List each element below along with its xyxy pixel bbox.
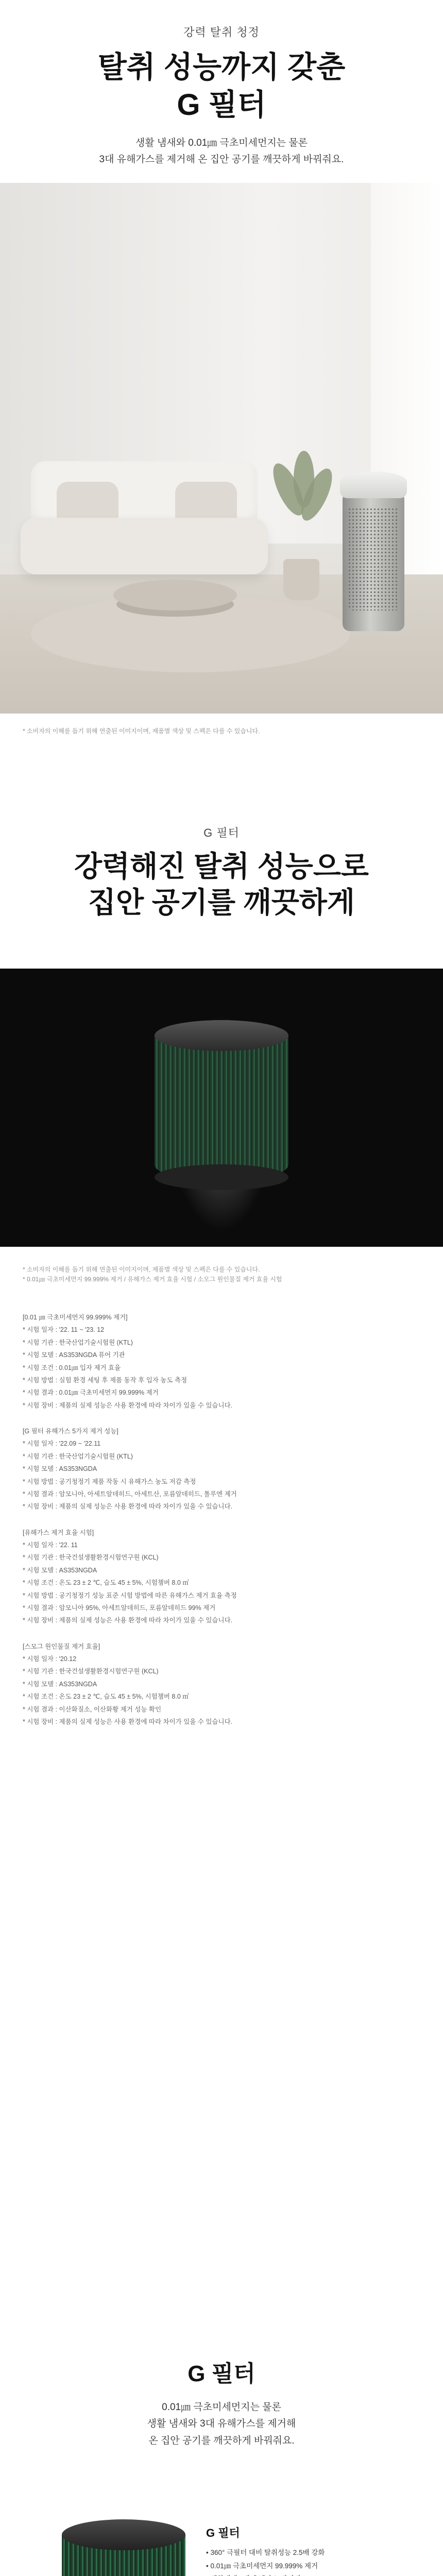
filter-bottom-rim bbox=[155, 1164, 288, 1190]
spec-line: * 시험 방법 : 실험 환경 세팅 후 제품 동작 후 입자 농도 측정 bbox=[23, 1376, 188, 1384]
hero-section bbox=[0, 0, 443, 747]
subtext-line2: 생활 냄새와 3대 유해가스를 제거해 bbox=[147, 2418, 296, 2430]
spec-line: * 시험 결과 : 0.01㎛ 극초미세먼지 99.999% 제거 bbox=[23, 1389, 159, 1397]
spec-line: [유해가스 제거 효율 시험] bbox=[23, 1529, 94, 1536]
g-filter-summary-section bbox=[0, 2360, 443, 2570]
spec-line: * 시험 조건 : 온도 23 ± 2 ℃, 습도 45 ± 5%, 시험챔버 8.0 ㎥ bbox=[23, 1693, 189, 1701]
spec-gap bbox=[23, 1412, 424, 1425]
section-headline: G 필터 bbox=[188, 2361, 255, 2386]
note-line: * 소비자의 이해를 돕기 위해 연출된 이미지이며, 제품별 색상 및 스펙은 다를 수 있습니다. bbox=[23, 1266, 260, 1273]
spec-line: [G 필터 유해가스 5가지 제거 성능] bbox=[23, 1428, 118, 1435]
spec-line: * 시험 기관 : 한국산업기술시험원 (KTL) bbox=[23, 1452, 133, 1460]
purifier-top bbox=[340, 471, 407, 498]
spec-line: * 시험 결과 : 이산화질소, 이산화황 제거 성능 확인 bbox=[23, 1705, 162, 1713]
hero-subtext-line2: 3대 유해가스를 제거해 온 집안 공기를 깨끗하게 바꿔줘요. bbox=[99, 154, 344, 165]
spec-line: * 시험 모델 : AS353NGDA bbox=[23, 1465, 97, 1473]
spec-line: * 시험 장비 : 제품의 실제 성능은 사용 환경에 따라 차이가 있을 수 있습니다. bbox=[23, 1617, 233, 1624]
spec-line: * 시험 일자 : '22.09 ~ '22.11 bbox=[23, 1440, 101, 1448]
living-room-image bbox=[0, 183, 443, 714]
spec-line: * 시험 장비 : 제품의 실제 성능은 사용 환경에 따라 차이가 있을 수 있습니다. bbox=[23, 1401, 233, 1409]
image-disclaimer: * 소비자의 이해를 돕기 위해 연출된 이미지이며, 제품별 색상 및 스펙은 다를 수 있습니다. bbox=[23, 727, 260, 735]
spec-line: * 시험 모델 : AS353NGDA bbox=[23, 1566, 97, 1574]
spec-line: * 시험 일자 : '20.12 bbox=[23, 1655, 77, 1663]
feature-item: • 360° 극필터 대비 탈취성능 2.5배 강화 bbox=[206, 2546, 325, 2560]
spec-line: * 시험 조건 : 온도 23 ± 2 ℃, 습도 45 ± 5%, 시험챔버 8.0 ㎥ bbox=[23, 1579, 189, 1587]
section-kicker: G 필터 bbox=[203, 826, 240, 839]
air-purifier bbox=[340, 471, 407, 636]
hero-subtext-line1: 생활 냄새와 0.01㎛ 극초미세먼지는 물론 bbox=[135, 138, 308, 148]
hero-subtext bbox=[0, 135, 443, 168]
sofa-seat bbox=[21, 518, 268, 574]
spec-line: * 시험 방법 : 공기청정기 제품 작동 시 유해가스 농도 저감 측정 bbox=[23, 1478, 196, 1485]
spec-line: * 시험 모델 : AS353NGDA bbox=[23, 1680, 97, 1688]
sofa bbox=[21, 461, 268, 585]
spec-line: [0.01 ㎛ 극초미세먼지 99.999% 제거] bbox=[23, 1314, 128, 1321]
section-headline-line1: 강력해진 탈취 성능으로 bbox=[74, 850, 369, 883]
coffee-table bbox=[113, 580, 237, 611]
spec-line: * 시험 방법 : 공기청정기 성능 표준 시험 방법에 따른 유해가스 제거 효율 측정 bbox=[23, 1591, 237, 1599]
spec-line: * 시험 일자 : '22. 11 ~ '23. 12 bbox=[23, 1326, 105, 1334]
test-spec-list bbox=[23, 1311, 424, 1728]
filter-feature-list bbox=[206, 2546, 325, 2576]
subtext-line1: 0.01㎛ 극초미세먼지는 물론 bbox=[162, 2402, 281, 2413]
spec-line: * 시험 결과 : 암모니아, 아세트알데히드, 아세트산, 포름알데히드, 톨루엔 제거 bbox=[23, 1490, 237, 1498]
spec-line: * 시험 모델 : AS353NGDA 퓨어 기관 bbox=[23, 1351, 125, 1359]
hero-headline bbox=[0, 49, 443, 124]
spec-line: * 시험 기관 : 한국건설생활환경시험연구원 (KCL) bbox=[23, 1668, 159, 1675]
section-kicker: 강력 탈취 청정 bbox=[183, 26, 260, 39]
section-headline bbox=[0, 849, 443, 921]
g-filter-card bbox=[62, 2514, 381, 2576]
filter-dark-image bbox=[0, 969, 443, 1247]
purifier-grille bbox=[348, 507, 399, 611]
spec-line: [스모그 원인물질 제거 효율] bbox=[23, 1642, 100, 1650]
spec-line: * 시험 조건 : 0.01㎛ 입자 제거 효율 bbox=[23, 1364, 121, 1371]
filter-card-title: G 필터 bbox=[206, 2527, 240, 2539]
spec-gap bbox=[23, 1513, 424, 1527]
spec-gap bbox=[23, 1627, 424, 1640]
filter-top-rim bbox=[155, 1020, 288, 1051]
hero-headline-line1: 탈취 성능까지 갖춘 bbox=[97, 50, 346, 84]
spec-line: * 시험 일자 : '22. 11 bbox=[23, 1541, 78, 1549]
spec-line: * 시험 기관 : 한국건설생활환경시험연구원 (KCL) bbox=[23, 1554, 159, 1562]
g-filter-image bbox=[155, 1020, 288, 1190]
section-notes bbox=[23, 1265, 424, 1284]
filter-top-rim bbox=[62, 2519, 185, 2550]
spec-line: * 시험 기관 : 한국산업기술시험원 (KTL) bbox=[23, 1338, 133, 1346]
spec-line: * 시험 장비 : 제품의 실제 성능은 사용 환경에 따라 차이가 있을 수 있습니다. bbox=[23, 1718, 233, 1725]
feature-item bbox=[206, 2572, 325, 2576]
subtext-line3: 온 집안 공기를 깨끗하게 바꿔줘요. bbox=[148, 2435, 295, 2446]
filter-mesh bbox=[155, 1036, 288, 1175]
g-filter-image bbox=[62, 2519, 185, 2576]
g-filter-section bbox=[0, 747, 443, 1725]
spec-line: * 시험 장비 : 제품의 실제 성능은 사용 환경에 따라 차이가 있을 수 있습니다. bbox=[23, 1503, 233, 1511]
spec-line: * 시험 결과 : 암모니아 95%, 아세트알데히드, 포름알데히드 99% 제거 bbox=[23, 1604, 216, 1612]
potted-plant bbox=[268, 451, 335, 600]
plant-pot bbox=[283, 559, 319, 600]
hero-headline-line2: G 필터 bbox=[177, 88, 266, 122]
feature-item: • 0.01㎛ 극초미세먼지 99.999% 제거 bbox=[206, 2560, 325, 2573]
note-line: * 0.01㎛ 극초미세먼지 99.999% 제거 / 유해가스 제거 효율 시험 / 소모그 원인물질 제거 효율 시험 bbox=[23, 1276, 282, 1283]
section-headline-line2: 집안 공기를 깨끗하게 bbox=[88, 886, 355, 919]
section-subtext bbox=[0, 2399, 443, 2449]
